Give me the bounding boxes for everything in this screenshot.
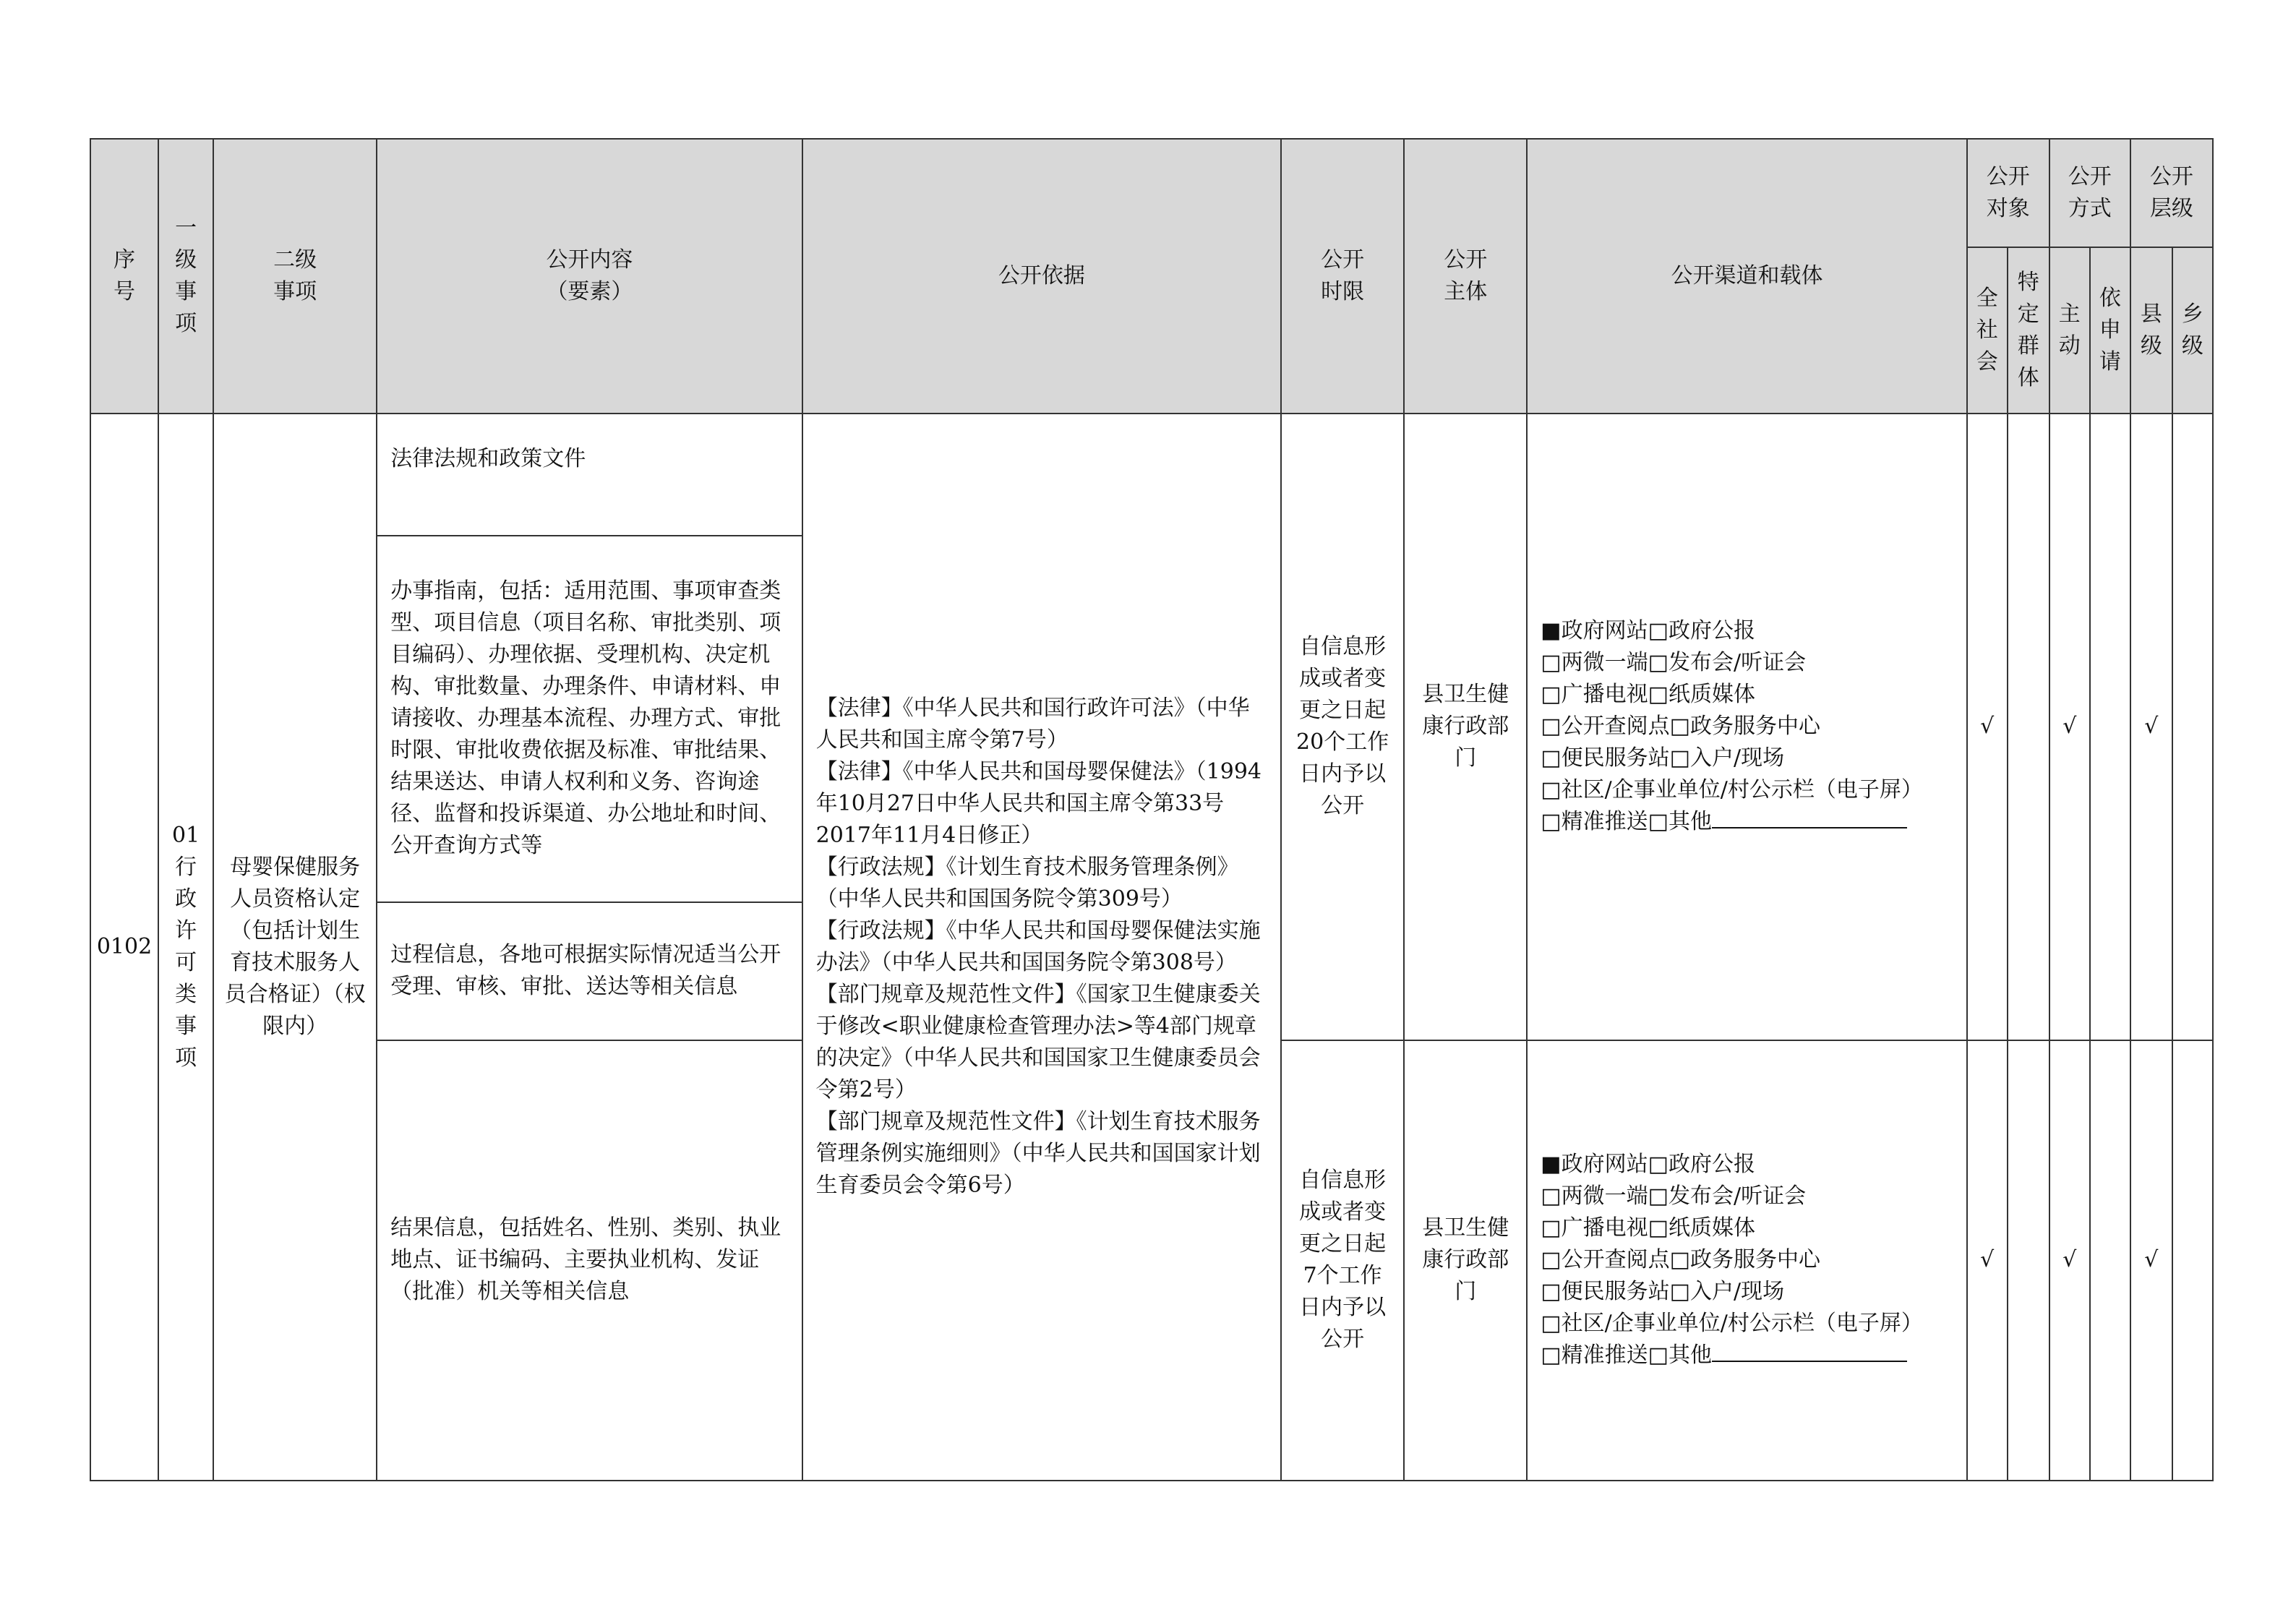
channel-line: □两微一端□发布会/听证会 bbox=[1541, 1183, 1807, 1209]
mark-a-county: √ bbox=[2130, 414, 2172, 1040]
channel-line: □社区/企事业单位/村公示栏（电子屏） bbox=[1541, 777, 1923, 803]
mark-b-town bbox=[2172, 1040, 2213, 1481]
row-level1: 01 行政许可类事项 bbox=[158, 414, 213, 1481]
mark-a-all: √ bbox=[1967, 414, 2008, 1040]
mark-b-specific bbox=[2008, 1040, 2049, 1481]
disclosure-table bbox=[90, 138, 2214, 1481]
channel-line: □便民服务站□入户/现场 bbox=[1541, 1279, 1785, 1305]
content-policy-docs: 法律法规和政策文件 bbox=[377, 414, 802, 536]
header-seq: 序号 bbox=[90, 139, 158, 414]
other-blank-line bbox=[1712, 807, 1907, 828]
mark-b-all: √ bbox=[1967, 1040, 2008, 1481]
channel-line: □两微一端□发布会/听证会 bbox=[1541, 650, 1807, 676]
header-channel: 公开渠道和载体 bbox=[1527, 139, 1966, 414]
header-content: 公开内容 （要素） bbox=[377, 139, 802, 414]
row-basis bbox=[802, 414, 1281, 1481]
header-period: 公开 时限 bbox=[1281, 139, 1404, 414]
content-service-guide: 办事指南，包括：适用范围、事项审查类型、项目信息（项目名称、审批类别、项目编码）、办理依据、受理机构、决定机构、审批数量、办理条件、申请材料、申请接收、办理基本流程、办理方式、审批时限、审批收费依据及标准、审批结果、结果送达、申请人权利和义务、咨询途径、监督和投诉渠道、办公地址和时间、公开查询方式等 bbox=[377, 536, 802, 902]
header-method-active: 主动 bbox=[2049, 247, 2090, 414]
header-level1: 一级事项 bbox=[158, 139, 213, 414]
period-b: 自信息形成或者变更之日起7个工作日内予以公开 bbox=[1281, 1040, 1404, 1481]
channel-line: □社区/企事业单位/村公示栏（电子屏） bbox=[1541, 1311, 1923, 1337]
header-method-group: 公开 方式 bbox=[2049, 139, 2130, 247]
basis-item: 【部门规章及规范性文件】《计划生育技术服务管理条例实施细则》（中华人民共和国国家计划生育委员会令第6号） bbox=[815, 1109, 1261, 1198]
mark-a-specific bbox=[2008, 414, 2049, 1040]
channel-line: □广播电视□纸质媒体 bbox=[1541, 682, 1755, 708]
header-target-all: 全社会 bbox=[1967, 247, 2008, 414]
mark-a-town bbox=[2172, 414, 2213, 1040]
channel-line: □公开查阅点□政务服务中心 bbox=[1541, 1247, 1820, 1273]
row-seq: 0102 bbox=[90, 414, 158, 1481]
header-level-county: 县级 bbox=[2130, 247, 2172, 414]
subject-a: 县卫生健康行政部门 bbox=[1404, 414, 1527, 1040]
basis-item: 【法律】《中华人民共和国行政许可法》（中华人民共和国主席令第7号） bbox=[815, 695, 1250, 753]
content-result-info: 结果信息，包括姓名、性别、类别、执业地点、证书编码、主要执业机构、发证（批准）机关等相关信息 bbox=[377, 1040, 802, 1481]
mark-a-active: √ bbox=[2049, 414, 2090, 1040]
content-process-info: 过程信息，各地可根据实际情况适当公开受理、审核、审批、送达等相关信息 bbox=[377, 902, 802, 1040]
row-level2: 母婴保健服务人员资格认定（包括计划生育技术服务人员合格证）（权限内） bbox=[213, 414, 377, 1481]
channels-a bbox=[1527, 414, 1966, 1040]
other-blank-line bbox=[1712, 1340, 1907, 1362]
header-target-group: 公开 对象 bbox=[1967, 139, 2049, 247]
channel-line-other: □精准推送□其他 bbox=[1541, 806, 1953, 838]
basis-item: 【法律】《中华人民共和国母婴保健法》（1994年10月27日中华人民共和国主席令第33号2017年11月4日修正） bbox=[815, 759, 1261, 848]
header-method-request: 依申请 bbox=[2090, 247, 2130, 414]
basis-item: 【行政法规】《中华人民共和国母婴保健法实施办法》（中华人民共和国国务院令第308号） bbox=[815, 918, 1261, 975]
header-basis: 公开依据 bbox=[802, 139, 1281, 414]
mark-a-request bbox=[2090, 414, 2130, 1040]
header-level2: 二级 事项 bbox=[213, 139, 377, 414]
mark-b-active: √ bbox=[2049, 1040, 2090, 1481]
mark-b-county: √ bbox=[2130, 1040, 2172, 1481]
period-a: 自信息形成或者变更之日起20个工作日内予以公开 bbox=[1281, 414, 1404, 1040]
channel-line: ■政府网站□政府公报 bbox=[1541, 618, 1755, 644]
header-level-group: 公开 层级 bbox=[2130, 139, 2213, 247]
basis-item: 【行政法规】《计划生育技术服务管理条例》（中华人民共和国国务院令第309号） bbox=[815, 855, 1239, 912]
subject-b: 县卫生健康行政部门 bbox=[1404, 1040, 1527, 1481]
channel-line: □便民服务站□入户/现场 bbox=[1541, 745, 1785, 771]
channel-line: □广播电视□纸质媒体 bbox=[1541, 1215, 1755, 1241]
header-level-town: 乡级 bbox=[2172, 247, 2213, 414]
channel-line: □公开查阅点□政务服务中心 bbox=[1541, 714, 1820, 740]
basis-item: 【部门规章及规范性文件】《国家卫生健康委关于修改<职业健康检查管理办法>等4部门规章的决定》（中华人民共和国国家卫生健康委员会令第2号） bbox=[815, 982, 1261, 1102]
mark-b-request bbox=[2090, 1040, 2130, 1481]
channels-b bbox=[1527, 1040, 1966, 1481]
channel-line-other: □精准推送□其他 bbox=[1541, 1340, 1953, 1371]
channel-line: ■政府网站□政府公报 bbox=[1541, 1152, 1755, 1178]
header-subject: 公开 主体 bbox=[1404, 139, 1527, 414]
header-target-specific: 特定群体 bbox=[2008, 247, 2049, 414]
